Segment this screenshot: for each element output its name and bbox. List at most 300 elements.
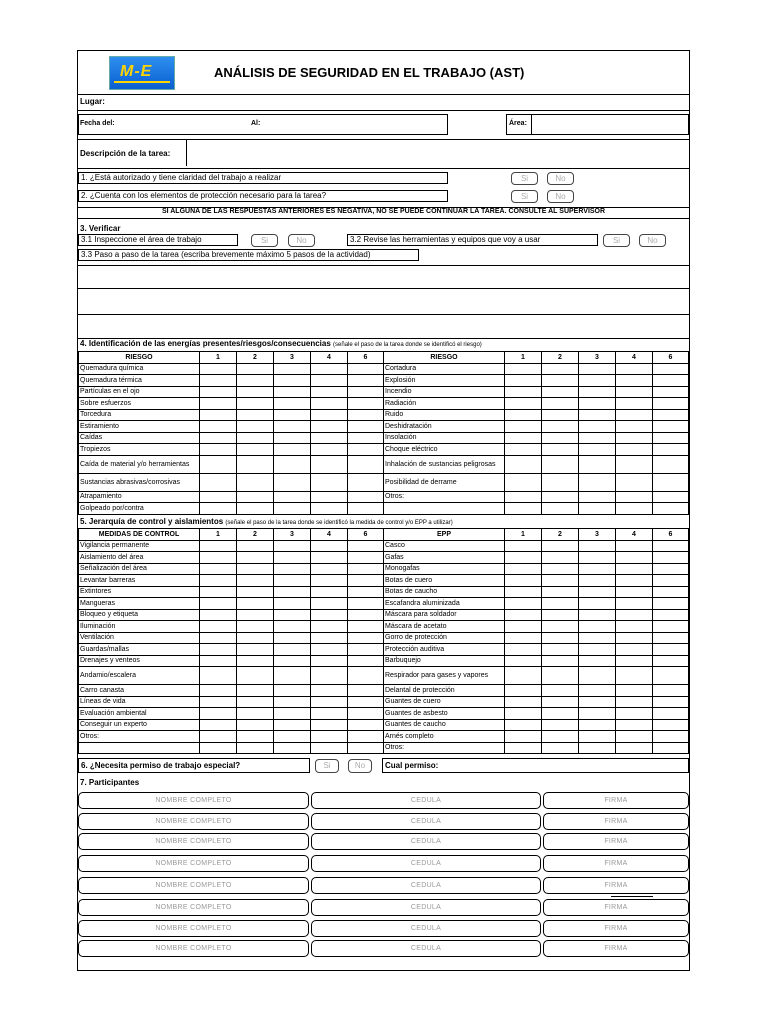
permiso-no-button[interactable]: No bbox=[348, 759, 372, 773]
control-step-cell[interactable] bbox=[348, 540, 384, 552]
participant-firma-field[interactable]: FIRMA bbox=[543, 833, 689, 850]
riesgo-step-cell[interactable] bbox=[505, 421, 542, 433]
riesgo-step-cell[interactable] bbox=[653, 444, 689, 456]
control-step-cell[interactable] bbox=[237, 575, 274, 587]
control-step-cell[interactable] bbox=[505, 632, 542, 644]
control-step-cell[interactable] bbox=[348, 685, 384, 697]
control-step-cell[interactable] bbox=[348, 742, 384, 754]
riesgo-step-cell[interactable] bbox=[274, 455, 311, 473]
control-step-cell[interactable] bbox=[616, 586, 653, 598]
riesgo-step-cell[interactable] bbox=[311, 398, 348, 410]
riesgo-step-cell[interactable] bbox=[505, 398, 542, 410]
control-step-cell[interactable] bbox=[348, 586, 384, 598]
control-step-cell[interactable] bbox=[274, 655, 311, 667]
control-step-cell[interactable] bbox=[200, 609, 237, 621]
control-step-cell[interactable] bbox=[542, 586, 579, 598]
control-step-cell[interactable] bbox=[579, 719, 616, 731]
cual-permiso-field[interactable]: Cual permiso: bbox=[382, 758, 689, 773]
control-step-cell[interactable] bbox=[348, 609, 384, 621]
participant-name-field[interactable]: NOMBRE COMPLETO bbox=[78, 813, 309, 830]
permiso-si-button[interactable]: Si bbox=[315, 759, 339, 773]
control-step-cell[interactable] bbox=[542, 563, 579, 575]
riesgo-step-cell[interactable] bbox=[237, 444, 274, 456]
control-step-cell[interactable] bbox=[653, 742, 689, 754]
riesgo-step-cell[interactable] bbox=[505, 363, 542, 375]
control-step-cell[interactable] bbox=[616, 719, 653, 731]
riesgo-step-cell[interactable] bbox=[311, 409, 348, 421]
control-step-cell[interactable] bbox=[237, 731, 274, 743]
control-step-cell[interactable] bbox=[542, 644, 579, 656]
control-step-cell[interactable] bbox=[311, 655, 348, 667]
control-step-cell[interactable] bbox=[200, 563, 237, 575]
riesgo-step-cell[interactable] bbox=[237, 421, 274, 433]
control-step-cell[interactable] bbox=[237, 696, 274, 708]
riesgo-step-cell[interactable] bbox=[616, 398, 653, 410]
riesgo-step-cell[interactable] bbox=[274, 409, 311, 421]
participant-cedula-field[interactable]: CEDULA bbox=[311, 813, 541, 830]
participant-name-field[interactable]: NOMBRE COMPLETO bbox=[78, 920, 309, 937]
riesgo-step-cell[interactable] bbox=[200, 386, 237, 398]
control-step-cell[interactable] bbox=[237, 563, 274, 575]
control-step-cell[interactable] bbox=[579, 644, 616, 656]
participant-name-field[interactable]: NOMBRE COMPLETO bbox=[78, 899, 309, 916]
control-step-cell[interactable] bbox=[237, 598, 274, 610]
control-step-cell[interactable] bbox=[274, 644, 311, 656]
riesgo-step-cell[interactable] bbox=[311, 432, 348, 444]
control-step-cell[interactable] bbox=[653, 696, 689, 708]
control-step-cell[interactable] bbox=[579, 731, 616, 743]
area-field[interactable] bbox=[531, 114, 689, 135]
riesgo-step-cell[interactable] bbox=[237, 473, 274, 491]
control-step-cell[interactable] bbox=[505, 696, 542, 708]
riesgo-step-cell[interactable] bbox=[505, 386, 542, 398]
descripcion-field[interactable] bbox=[186, 140, 689, 166]
riesgo-step-cell[interactable] bbox=[653, 491, 689, 503]
control-step-cell[interactable] bbox=[200, 731, 237, 743]
riesgo-step-cell[interactable] bbox=[616, 386, 653, 398]
control-step-cell[interactable] bbox=[505, 719, 542, 731]
riesgo-step-cell[interactable] bbox=[311, 421, 348, 433]
participant-firma-field[interactable]: FIRMA bbox=[543, 940, 689, 957]
riesgo-step-cell[interactable] bbox=[311, 503, 348, 515]
riesgo-step-cell[interactable] bbox=[653, 503, 689, 515]
riesgo-step-cell[interactable] bbox=[348, 473, 384, 491]
control-step-cell[interactable] bbox=[542, 731, 579, 743]
control-step-cell[interactable] bbox=[579, 540, 616, 552]
control-step-cell[interactable] bbox=[542, 540, 579, 552]
control-step-cell[interactable] bbox=[311, 586, 348, 598]
control-step-cell[interactable] bbox=[311, 609, 348, 621]
control-step-cell[interactable] bbox=[311, 667, 348, 685]
participant-name-field[interactable]: NOMBRE COMPLETO bbox=[78, 833, 309, 850]
control-step-cell[interactable] bbox=[200, 644, 237, 656]
control-step-cell[interactable] bbox=[274, 667, 311, 685]
control-step-cell[interactable] bbox=[200, 667, 237, 685]
riesgo-step-cell[interactable] bbox=[274, 363, 311, 375]
control-step-cell[interactable] bbox=[653, 586, 689, 598]
control-step-cell[interactable] bbox=[348, 708, 384, 720]
riesgo-step-cell[interactable] bbox=[579, 375, 616, 387]
control-step-cell[interactable] bbox=[616, 731, 653, 743]
control-step-cell[interactable] bbox=[653, 731, 689, 743]
control-step-cell[interactable] bbox=[237, 632, 274, 644]
v32-no-button[interactable]: No bbox=[639, 234, 666, 247]
riesgo-step-cell[interactable] bbox=[542, 491, 579, 503]
v32-si-button[interactable]: Si bbox=[603, 234, 630, 247]
control-step-cell[interactable] bbox=[311, 598, 348, 610]
control-step-cell[interactable] bbox=[579, 609, 616, 621]
control-step-cell[interactable] bbox=[237, 552, 274, 564]
control-step-cell[interactable] bbox=[616, 540, 653, 552]
participant-firma-field[interactable]: FIRMA bbox=[543, 813, 689, 830]
control-step-cell[interactable] bbox=[579, 685, 616, 697]
control-step-cell[interactable] bbox=[274, 742, 311, 754]
control-step-cell[interactable] bbox=[348, 575, 384, 587]
control-step-cell[interactable] bbox=[653, 621, 689, 633]
riesgo-step-cell[interactable] bbox=[616, 409, 653, 421]
control-step-cell[interactable] bbox=[274, 685, 311, 697]
riesgo-step-cell[interactable] bbox=[311, 455, 348, 473]
control-step-cell[interactable] bbox=[505, 563, 542, 575]
riesgo-step-cell[interactable] bbox=[505, 491, 542, 503]
participant-firma-field[interactable]: FIRMA bbox=[543, 920, 689, 937]
riesgo-step-cell[interactable] bbox=[616, 421, 653, 433]
q2-no-button[interactable]: No bbox=[547, 190, 574, 203]
control-step-cell[interactable] bbox=[311, 696, 348, 708]
control-step-cell[interactable] bbox=[200, 655, 237, 667]
riesgo-step-cell[interactable] bbox=[348, 491, 384, 503]
control-step-cell[interactable] bbox=[579, 563, 616, 575]
participant-cedula-field[interactable]: CEDULA bbox=[311, 792, 541, 809]
control-step-cell[interactable] bbox=[274, 540, 311, 552]
fecha-field[interactable] bbox=[78, 114, 448, 135]
control-step-cell[interactable] bbox=[653, 598, 689, 610]
control-step-cell[interactable] bbox=[579, 742, 616, 754]
control-step-cell[interactable] bbox=[542, 598, 579, 610]
control-step-cell[interactable] bbox=[653, 685, 689, 697]
riesgo-step-cell[interactable] bbox=[274, 432, 311, 444]
riesgo-step-cell[interactable] bbox=[542, 444, 579, 456]
control-step-cell[interactable] bbox=[200, 552, 237, 564]
control-step-cell[interactable] bbox=[274, 708, 311, 720]
control-step-cell[interactable] bbox=[616, 609, 653, 621]
participant-cedula-field[interactable]: CEDULA bbox=[311, 920, 541, 937]
control-step-cell[interactable] bbox=[348, 719, 384, 731]
control-step-cell[interactable] bbox=[653, 632, 689, 644]
control-step-cell[interactable] bbox=[311, 742, 348, 754]
riesgo-step-cell[interactable] bbox=[348, 375, 384, 387]
riesgo-step-cell[interactable] bbox=[274, 375, 311, 387]
control-step-cell[interactable] bbox=[542, 719, 579, 731]
control-step-cell[interactable] bbox=[274, 586, 311, 598]
riesgo-step-cell[interactable] bbox=[653, 398, 689, 410]
riesgo-step-cell[interactable] bbox=[616, 375, 653, 387]
control-step-cell[interactable] bbox=[200, 685, 237, 697]
riesgo-step-cell[interactable] bbox=[200, 455, 237, 473]
control-step-cell[interactable] bbox=[237, 644, 274, 656]
participant-name-field[interactable]: NOMBRE COMPLETO bbox=[78, 940, 309, 957]
control-step-cell[interactable] bbox=[274, 696, 311, 708]
q2-si-button[interactable]: Si bbox=[511, 190, 538, 203]
control-step-cell[interactable] bbox=[237, 708, 274, 720]
control-step-cell[interactable] bbox=[274, 719, 311, 731]
control-step-cell[interactable] bbox=[579, 696, 616, 708]
control-step-cell[interactable] bbox=[616, 644, 653, 656]
riesgo-step-cell[interactable] bbox=[653, 473, 689, 491]
riesgo-step-cell[interactable] bbox=[579, 363, 616, 375]
q1-no-button[interactable]: No bbox=[547, 172, 574, 185]
control-step-cell[interactable] bbox=[311, 719, 348, 731]
riesgo-step-cell[interactable] bbox=[653, 375, 689, 387]
control-step-cell[interactable] bbox=[542, 621, 579, 633]
control-step-cell[interactable] bbox=[311, 708, 348, 720]
control-step-cell[interactable] bbox=[579, 708, 616, 720]
participant-firma-field[interactable]: FIRMA bbox=[543, 877, 689, 894]
control-step-cell[interactable] bbox=[311, 540, 348, 552]
control-step-cell[interactable] bbox=[200, 719, 237, 731]
control-step-cell[interactable] bbox=[542, 685, 579, 697]
control-step-cell[interactable] bbox=[616, 708, 653, 720]
control-step-cell[interactable] bbox=[653, 708, 689, 720]
control-step-cell[interactable] bbox=[505, 598, 542, 610]
control-step-cell[interactable] bbox=[579, 598, 616, 610]
control-step-cell[interactable] bbox=[579, 655, 616, 667]
control-step-cell[interactable] bbox=[200, 632, 237, 644]
riesgo-step-cell[interactable] bbox=[616, 473, 653, 491]
riesgo-step-cell[interactable] bbox=[274, 503, 311, 515]
control-step-cell[interactable] bbox=[200, 696, 237, 708]
control-step-cell[interactable] bbox=[311, 685, 348, 697]
control-step-cell[interactable] bbox=[616, 685, 653, 697]
participant-cedula-field[interactable]: CEDULA bbox=[311, 833, 541, 850]
control-step-cell[interactable] bbox=[505, 621, 542, 633]
control-step-cell[interactable] bbox=[542, 696, 579, 708]
v31-si-button[interactable]: Si bbox=[251, 234, 278, 247]
control-step-cell[interactable] bbox=[274, 575, 311, 587]
riesgo-step-cell[interactable] bbox=[542, 432, 579, 444]
control-step-cell[interactable] bbox=[542, 632, 579, 644]
control-step-cell[interactable] bbox=[653, 655, 689, 667]
control-step-cell[interactable] bbox=[505, 685, 542, 697]
riesgo-step-cell[interactable] bbox=[348, 363, 384, 375]
control-step-cell[interactable] bbox=[616, 667, 653, 685]
control-step-cell[interactable] bbox=[542, 609, 579, 621]
participant-name-field[interactable]: NOMBRE COMPLETO bbox=[78, 877, 309, 894]
riesgo-step-cell[interactable] bbox=[505, 444, 542, 456]
control-step-cell[interactable] bbox=[616, 655, 653, 667]
participant-cedula-field[interactable]: CEDULA bbox=[311, 899, 541, 916]
participant-cedula-field[interactable]: CEDULA bbox=[311, 877, 541, 894]
v31-no-button[interactable]: No bbox=[288, 234, 315, 247]
riesgo-step-cell[interactable] bbox=[505, 473, 542, 491]
riesgo-step-cell[interactable] bbox=[274, 386, 311, 398]
riesgo-step-cell[interactable] bbox=[237, 432, 274, 444]
riesgo-step-cell[interactable] bbox=[542, 503, 579, 515]
control-step-cell[interactable] bbox=[616, 696, 653, 708]
riesgo-step-cell[interactable] bbox=[348, 503, 384, 515]
control-step-cell[interactable] bbox=[542, 575, 579, 587]
control-step-cell[interactable] bbox=[616, 742, 653, 754]
riesgo-step-cell[interactable] bbox=[237, 363, 274, 375]
riesgo-step-cell[interactable] bbox=[200, 421, 237, 433]
control-step-cell[interactable] bbox=[348, 632, 384, 644]
riesgo-step-cell[interactable] bbox=[505, 409, 542, 421]
control-step-cell[interactable] bbox=[237, 719, 274, 731]
control-step-cell[interactable] bbox=[237, 667, 274, 685]
control-step-cell[interactable] bbox=[311, 563, 348, 575]
riesgo-step-cell[interactable] bbox=[542, 409, 579, 421]
participant-name-field[interactable]: NOMBRE COMPLETO bbox=[78, 855, 309, 872]
control-step-cell[interactable] bbox=[616, 632, 653, 644]
control-step-cell[interactable] bbox=[616, 575, 653, 587]
riesgo-step-cell[interactable] bbox=[579, 491, 616, 503]
control-step-cell[interactable] bbox=[348, 563, 384, 575]
control-step-cell[interactable] bbox=[348, 598, 384, 610]
control-step-cell[interactable] bbox=[348, 696, 384, 708]
riesgo-step-cell[interactable] bbox=[542, 455, 579, 473]
control-step-cell[interactable] bbox=[653, 644, 689, 656]
q1-si-button[interactable]: Si bbox=[511, 172, 538, 185]
control-step-cell[interactable] bbox=[311, 644, 348, 656]
riesgo-step-cell[interactable] bbox=[348, 421, 384, 433]
control-step-cell[interactable] bbox=[348, 644, 384, 656]
participant-firma-field[interactable]: FIRMA bbox=[543, 792, 689, 809]
control-step-cell[interactable] bbox=[237, 609, 274, 621]
riesgo-step-cell[interactable] bbox=[616, 491, 653, 503]
control-step-cell[interactable] bbox=[274, 621, 311, 633]
riesgo-step-cell[interactable] bbox=[311, 386, 348, 398]
riesgo-step-cell[interactable] bbox=[542, 375, 579, 387]
control-step-cell[interactable] bbox=[505, 575, 542, 587]
riesgo-step-cell[interactable] bbox=[579, 503, 616, 515]
riesgo-step-cell[interactable] bbox=[616, 363, 653, 375]
riesgo-step-cell[interactable] bbox=[542, 421, 579, 433]
riesgo-step-cell[interactable] bbox=[579, 421, 616, 433]
control-step-cell[interactable] bbox=[542, 708, 579, 720]
control-step-cell[interactable] bbox=[579, 575, 616, 587]
participant-firma-field[interactable]: FIRMA bbox=[543, 855, 689, 872]
riesgo-step-cell[interactable] bbox=[311, 444, 348, 456]
control-step-cell[interactable] bbox=[505, 644, 542, 656]
riesgo-step-cell[interactable] bbox=[579, 386, 616, 398]
control-step-cell[interactable] bbox=[579, 621, 616, 633]
riesgo-step-cell[interactable] bbox=[237, 398, 274, 410]
control-step-cell[interactable] bbox=[579, 586, 616, 598]
control-step-cell[interactable] bbox=[200, 598, 237, 610]
riesgo-step-cell[interactable] bbox=[616, 503, 653, 515]
control-step-cell[interactable] bbox=[237, 742, 274, 754]
riesgo-step-cell[interactable] bbox=[274, 398, 311, 410]
control-step-cell[interactable] bbox=[237, 655, 274, 667]
control-step-cell[interactable] bbox=[542, 552, 579, 564]
control-step-cell[interactable] bbox=[237, 586, 274, 598]
control-step-cell[interactable] bbox=[348, 731, 384, 743]
riesgo-step-cell[interactable] bbox=[616, 444, 653, 456]
riesgo-step-cell[interactable] bbox=[200, 444, 237, 456]
control-step-cell[interactable] bbox=[653, 575, 689, 587]
riesgo-step-cell[interactable] bbox=[505, 432, 542, 444]
riesgo-step-cell[interactable] bbox=[311, 473, 348, 491]
control-step-cell[interactable] bbox=[237, 540, 274, 552]
control-step-cell[interactable] bbox=[653, 667, 689, 685]
riesgo-step-cell[interactable] bbox=[200, 491, 237, 503]
participant-cedula-field[interactable]: CEDULA bbox=[311, 855, 541, 872]
riesgo-step-cell[interactable] bbox=[274, 473, 311, 491]
riesgo-step-cell[interactable] bbox=[579, 409, 616, 421]
control-step-cell[interactable] bbox=[616, 552, 653, 564]
riesgo-step-cell[interactable] bbox=[348, 386, 384, 398]
control-step-cell[interactable] bbox=[653, 540, 689, 552]
riesgo-step-cell[interactable] bbox=[505, 455, 542, 473]
control-step-cell[interactable] bbox=[653, 563, 689, 575]
riesgo-step-cell[interactable] bbox=[200, 432, 237, 444]
control-step-cell[interactable] bbox=[311, 731, 348, 743]
control-step-cell[interactable] bbox=[505, 708, 542, 720]
control-step-cell[interactable] bbox=[616, 563, 653, 575]
control-step-cell[interactable] bbox=[542, 742, 579, 754]
riesgo-step-cell[interactable] bbox=[653, 386, 689, 398]
control-step-cell[interactable] bbox=[653, 719, 689, 731]
riesgo-step-cell[interactable] bbox=[348, 444, 384, 456]
control-step-cell[interactable] bbox=[274, 632, 311, 644]
control-step-cell[interactable] bbox=[505, 586, 542, 598]
riesgo-step-cell[interactable] bbox=[616, 432, 653, 444]
riesgo-step-cell[interactable] bbox=[200, 503, 237, 515]
riesgo-step-cell[interactable] bbox=[274, 444, 311, 456]
riesgo-step-cell[interactable] bbox=[311, 363, 348, 375]
control-step-cell[interactable] bbox=[579, 552, 616, 564]
riesgo-step-cell[interactable] bbox=[200, 363, 237, 375]
riesgo-step-cell[interactable] bbox=[348, 409, 384, 421]
participant-name-field[interactable]: NOMBRE COMPLETO bbox=[78, 792, 309, 809]
riesgo-step-cell[interactable] bbox=[237, 491, 274, 503]
control-step-cell[interactable] bbox=[274, 563, 311, 575]
control-step-cell[interactable] bbox=[505, 540, 542, 552]
riesgo-step-cell[interactable] bbox=[237, 386, 274, 398]
control-step-cell[interactable] bbox=[311, 552, 348, 564]
riesgo-step-cell[interactable] bbox=[200, 398, 237, 410]
riesgo-step-cell[interactable] bbox=[311, 491, 348, 503]
riesgo-step-cell[interactable] bbox=[579, 432, 616, 444]
riesgo-step-cell[interactable] bbox=[579, 455, 616, 473]
control-step-cell[interactable] bbox=[348, 621, 384, 633]
riesgo-step-cell[interactable] bbox=[653, 455, 689, 473]
control-step-cell[interactable] bbox=[237, 621, 274, 633]
control-step-cell[interactable] bbox=[274, 598, 311, 610]
control-step-cell[interactable] bbox=[274, 609, 311, 621]
control-step-cell[interactable] bbox=[616, 621, 653, 633]
riesgo-step-cell[interactable] bbox=[200, 375, 237, 387]
control-step-cell[interactable] bbox=[653, 552, 689, 564]
riesgo-step-cell[interactable] bbox=[579, 444, 616, 456]
riesgo-step-cell[interactable] bbox=[653, 409, 689, 421]
control-step-cell[interactable] bbox=[311, 632, 348, 644]
riesgo-step-cell[interactable] bbox=[311, 375, 348, 387]
riesgo-step-cell[interactable] bbox=[505, 375, 542, 387]
control-step-cell[interactable] bbox=[274, 552, 311, 564]
riesgo-step-cell[interactable] bbox=[348, 398, 384, 410]
control-step-cell[interactable] bbox=[505, 742, 542, 754]
riesgo-step-cell[interactable] bbox=[200, 473, 237, 491]
riesgo-step-cell[interactable] bbox=[616, 455, 653, 473]
riesgo-step-cell[interactable] bbox=[579, 398, 616, 410]
control-step-cell[interactable] bbox=[579, 667, 616, 685]
control-step-cell[interactable] bbox=[505, 731, 542, 743]
control-step-cell[interactable] bbox=[505, 667, 542, 685]
control-step-cell[interactable] bbox=[348, 552, 384, 564]
control-step-cell[interactable] bbox=[200, 742, 237, 754]
participant-cedula-field[interactable]: CEDULA bbox=[311, 940, 541, 957]
